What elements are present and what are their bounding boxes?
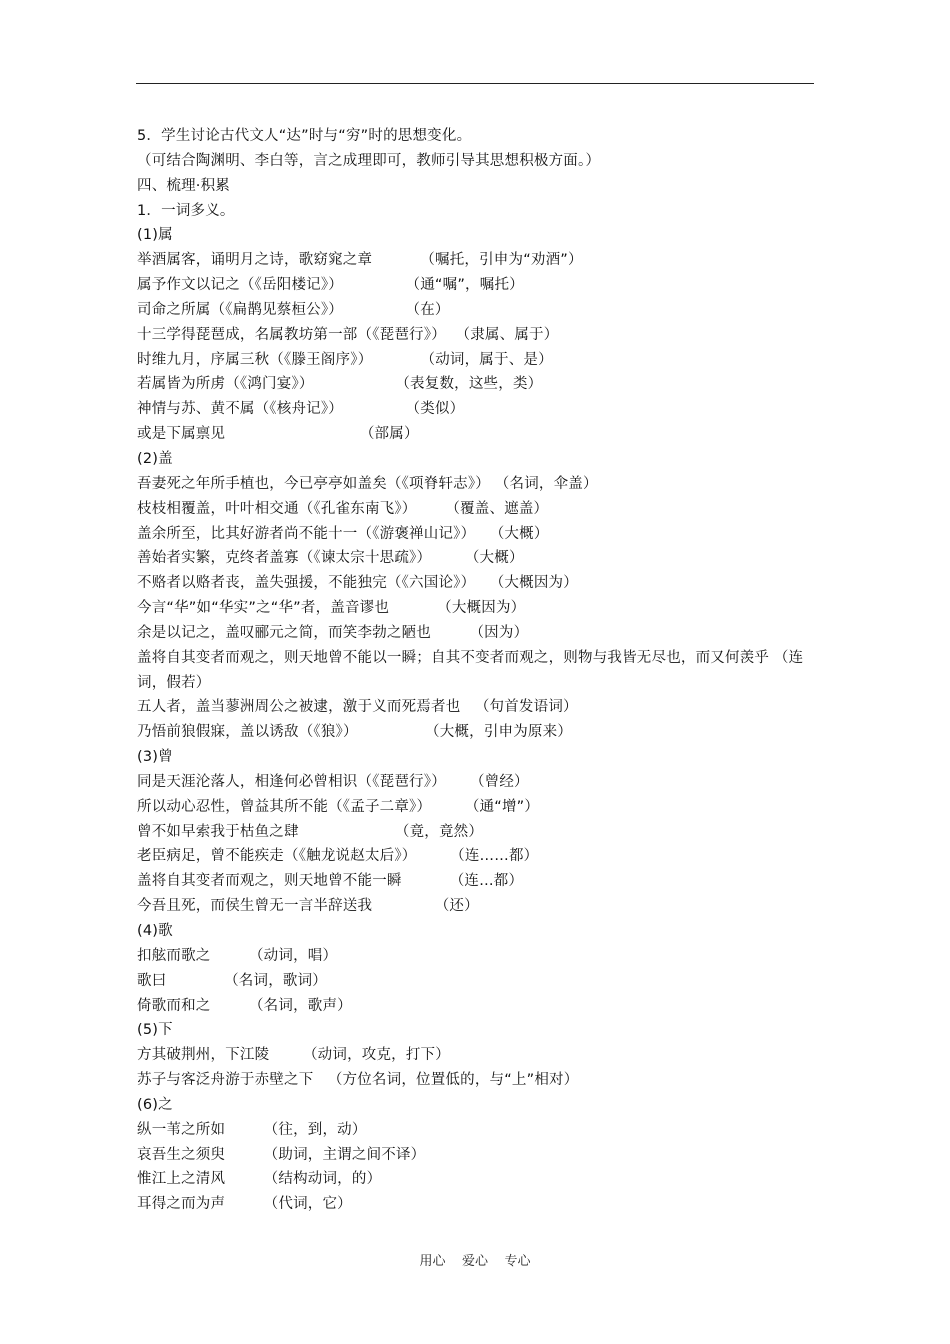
word-heading: (5)下 xyxy=(137,1022,173,1039)
text-line: 枝枝相覆盖，叶叶相交通（《孔雀东南飞》） （覆盖、遮盖） xyxy=(137,500,549,517)
text-line: 歌曰 （名词，歌词） xyxy=(137,972,328,989)
text-line: 惟江上之清风 （结构动词，的） xyxy=(137,1171,382,1188)
word-heading: (1)属 xyxy=(137,227,173,244)
text-line: 方其破荆州，下江陵 （动词，攻克，打下） xyxy=(137,1047,450,1064)
text-line: 五人者，盖当蓼洲周公之被逮，激于义而死焉者也 （句首发语词） xyxy=(137,699,578,716)
text-line: 曾不如早索我于枯鱼之肆 （竟，竟然） xyxy=(137,823,484,840)
text-line: 5．学生讨论古代文人“达”时与“穷”时的思想变化。 xyxy=(137,128,472,144)
page-footer: 用心 爱心 专心 xyxy=(419,1254,531,1269)
text-line: 善始者实繁，克终者盖寡（《谏太宗十思疏》） （大概） xyxy=(137,550,524,567)
text-line: 扣舷而歌之 （动词，唱） xyxy=(137,947,338,964)
word-heading: (6)之 xyxy=(137,1096,173,1113)
document-body xyxy=(137,124,817,1217)
text-line: 倚歌而和之 （名词，歌声） xyxy=(137,997,352,1014)
text-line: 不赂者以赂者丧，盖失强援，不能独完（《六国论》） （大概因为） xyxy=(137,575,578,592)
text-line: 所以动心忍性，曾益其所不能（《孟子二章》） （通“增”） xyxy=(137,798,540,815)
text-line: 盖将自其变者而观之，则天地曾不能以一瞬；自其不变者而观之，则物与我皆无尽也，而又何羡乎 （连词，假若） xyxy=(137,649,804,691)
text-line: 纵一苇之所如 （往，到，动） xyxy=(137,1121,367,1138)
subsection-heading: 1．一词多义。 xyxy=(137,202,235,219)
section-heading: 四、梳理·积累 xyxy=(137,177,231,194)
text-line: 盖余所至，比其好游者尚不能十一（《游褒禅山记》） （大概） xyxy=(137,525,549,542)
text-line: 今言“华”如“华实”之“华”者，盖音谬也 （大概因为） xyxy=(137,600,526,617)
word-heading: (2)盖 xyxy=(137,450,173,467)
text-line: 司命之所属（《扁鹊见蔡桓公》） （在） xyxy=(137,301,450,318)
text-line: 属予作文以记之（《岳阳楼记》） （通“嘱”，嘱托） xyxy=(137,277,524,294)
word-heading: (4)歌 xyxy=(137,923,173,939)
text-line: 哀吾生之须臾 （助词，主谓之间不译） xyxy=(137,1146,426,1163)
text-line: 吾妻死之年所手植也，今已亭亭如盖矣（《项脊轩志》） （名词，伞盖） xyxy=(137,475,598,492)
text-line: 老臣病足，曾不能疾走（《触龙说赵太后》） （连……都） xyxy=(137,848,539,865)
text-line: 今吾且死，而侯生曾无一言半辞送我 （还） xyxy=(137,898,479,915)
text-line: 时维九月，序属三秋（《滕王阁序》） （动词，属于、是） xyxy=(137,351,553,368)
text-line: 苏子与客泛舟游于赤壁之下 （方位名词，位置低的，与“上”相对） xyxy=(137,1072,579,1089)
header-rule xyxy=(136,83,814,84)
text-line: 举酒属客，诵明月之诗，歌窈窕之章 （嘱托，引申为“劝酒”） xyxy=(137,252,583,269)
text-line: （可结合陶渊明、李白等，言之成理即可，教师引导其思想积极方面。） xyxy=(137,152,601,169)
text-line: 十三学得琵琶成，名属教坊第一部（《琵琶行》） （隶属、属于） xyxy=(137,326,559,343)
word-heading: (3)曾 xyxy=(137,749,173,766)
text-line: 盖将自其变者而观之，则天地曾不能一瞬 （连…都） xyxy=(137,873,524,890)
text-line: 乃悟前狼假寐，盖以诱敌（《狼》） （大概，引申为原来） xyxy=(137,724,573,741)
text-line: 耳得之而为声 （代词，它） xyxy=(137,1196,352,1213)
text-line: 神情与苏、黄不属（《核舟记》） （类似） xyxy=(137,401,465,418)
text-line: 余是以记之，盖叹郦元之简，而笑李勃之陋也 （因为） xyxy=(137,624,529,641)
text-line: 同是天涯沦落人，相逢何必曾相识（《琵琶行》） （曾经） xyxy=(137,773,529,790)
text-line: 若属皆为所虏（《鸿门宴》） （表复数，这些，类） xyxy=(137,376,543,393)
text-line: 或是下属禀见 （部属） xyxy=(137,426,419,443)
